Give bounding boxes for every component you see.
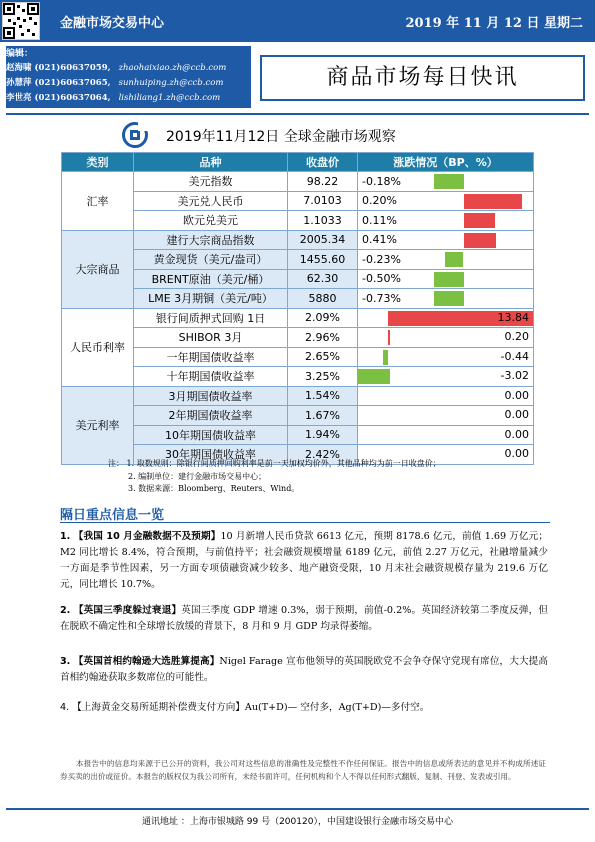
news-body: Au(T+D)— 空付多，Ag(T+D)—多付空。	[244, 702, 430, 713]
editor-name: 赵海啸	[6, 63, 32, 73]
qr-code-icon	[2, 2, 40, 40]
change-value: 13.84	[497, 310, 529, 324]
col-header-close: 收盘价	[288, 153, 358, 172]
change-value: -0.50%	[358, 269, 434, 289]
change-value: -0.73%	[358, 289, 434, 309]
change-bar-cell	[434, 230, 534, 250]
note-text: 2. 编制单位：建行金融市场交易中心；	[128, 471, 267, 481]
close-value: 1.54%	[288, 386, 358, 406]
editor-email[interactable]: sunhuiping.zh@ccb.com	[118, 78, 224, 88]
change-value: -3.02	[500, 369, 529, 382]
change-bar	[383, 350, 388, 365]
change-value: -0.23%	[358, 250, 434, 270]
change-bar	[445, 252, 463, 267]
close-value: 1.67%	[288, 406, 358, 426]
table-row	[62, 386, 534, 406]
change-bar-cell	[434, 289, 534, 309]
note-row	[108, 483, 441, 496]
change-bar-cell	[358, 367, 534, 387]
instrument-name: 建行大宗商品指数	[134, 230, 288, 250]
category-cell: 美元利率	[62, 386, 134, 464]
news-item	[60, 654, 548, 686]
instrument-name: 欧元兑美元	[134, 211, 288, 231]
category-cell: 汇率	[62, 172, 134, 231]
change-bar-cell	[358, 406, 534, 426]
market-table-body	[62, 172, 534, 465]
header-org: 金融市场交易中心	[60, 16, 165, 31]
editor-row	[6, 61, 226, 73]
close-value: 1.94%	[288, 425, 358, 445]
change-bar	[434, 291, 464, 306]
instrument-name: 30年期国债收益率	[134, 445, 288, 465]
change-value: 0.00	[504, 408, 529, 421]
header-divider	[6, 113, 589, 115]
news-headline: 1. 【我国 10 月金融数据不及预期】	[60, 531, 221, 542]
close-value: 2.96%	[288, 328, 358, 348]
news-item	[60, 700, 548, 716]
change-value: 0.20%	[358, 191, 434, 211]
change-bar-cell	[358, 425, 534, 445]
close-value: 5880	[288, 289, 358, 309]
change-value: -0.44	[500, 349, 529, 363]
instrument-name: 10年期国债收益率	[134, 425, 288, 445]
note-row	[108, 471, 441, 484]
change-bar	[464, 213, 496, 228]
change-bar-cell	[434, 172, 534, 192]
editor-phone: (021)60637059,	[34, 63, 111, 73]
table-row	[62, 308, 534, 328]
news-headline: 2. 【英国三季度躲过衰退】	[60, 605, 182, 616]
sub-title: 2019年11月12日 全球金融市场观察	[166, 129, 396, 145]
instrument-name: 美元指数	[134, 172, 288, 192]
category-cell: 人民币利率	[62, 308, 134, 386]
instrument-name: 黄金现货（美元/盎司）	[134, 250, 288, 270]
section-divider	[60, 522, 550, 523]
instrument-name: 一年期国债收益率	[134, 347, 288, 367]
instrument-name: 银行间质押式回购 1日	[134, 308, 288, 328]
editors-label: 编辑：	[6, 49, 34, 59]
change-bar-cell	[434, 191, 534, 211]
instrument-name: 3月期国债收益率	[134, 386, 288, 406]
table-row	[62, 230, 534, 250]
col-header-change: 涨跌情况（BP、%）	[358, 153, 534, 172]
news-headline: 4. 【上海黄金交易所延期补偿费支付方向】	[60, 702, 245, 713]
change-value: 0.00	[504, 388, 529, 402]
close-value: 7.0103	[288, 191, 358, 211]
change-bar	[464, 194, 522, 209]
instrument-name: 十年期国债收益率	[134, 367, 288, 387]
close-value: 2.65%	[288, 347, 358, 367]
change-bar-cell	[358, 386, 534, 406]
note-text: 3. 数据来源：Bloomberg、Reuters、Wind。	[128, 484, 300, 493]
table-header-row	[62, 153, 534, 172]
change-value: -0.18%	[358, 172, 434, 192]
col-header-category: 类别	[62, 153, 134, 172]
change-bar-cell	[358, 308, 534, 328]
footer-address: 通讯地址 ：上海市银城路 99 号（200120），中国建设银行金融市场交易中心	[142, 817, 453, 827]
change-value: 0.00	[504, 427, 529, 441]
close-value: 3.25%	[288, 367, 358, 387]
change-bar-cell	[358, 347, 534, 367]
report-title: 商品市场每日快讯	[260, 55, 585, 101]
news-body: Nigel Farage 宣布他领导的英国脱欧党不会争夺保守党现有席位，大大提高首相约翰逊获取多数席位的可能性。	[60, 656, 548, 683]
editor-name: 李世亮	[6, 93, 32, 103]
change-bar-cell	[434, 250, 534, 270]
news-headline: 3. 【英国首相约翰逊大选胜算提高】	[60, 656, 220, 667]
instrument-name: BRENT原油（美元/桶）	[134, 269, 288, 289]
editor-phone: (021)60637064,	[34, 93, 111, 103]
editor-name: 孙慧萍	[6, 78, 32, 88]
market-table	[61, 152, 534, 465]
close-value: 62.30	[288, 269, 358, 289]
ccb-logo-icon	[122, 122, 148, 148]
notes-block	[108, 458, 441, 496]
editor-row	[6, 91, 220, 103]
editor-email[interactable]: zhaohaixiao.zh@ccb.com	[118, 63, 227, 73]
change-value: 0.41%	[358, 230, 434, 250]
change-value: 0.20	[504, 330, 529, 343]
close-value: 98.22	[288, 172, 358, 192]
change-bar	[388, 330, 390, 345]
news-body: 10 月新增人民币贷款 6613 亿元，预期 8178.6 亿元，前值 1.69 万亿元；M2 同比增长 8.4%，符合预期，与前值持平；社会融资规模增量 6189 亿元，前值 2.27 万亿元，社融增量减少一方面是季节性因素，另一方面专项债融资减少较多、地产融资受限，10 月末社会融资规模存量为 219.6 万亿元，同比增长 10.7%。	[60, 531, 548, 590]
instrument-name: 2年期国债收益率	[134, 406, 288, 426]
news-item	[60, 603, 548, 635]
change-value: 0.11%	[358, 211, 434, 231]
close-value: 2.09%	[288, 308, 358, 328]
close-value: 2005.34	[288, 230, 358, 250]
section-title: 隔日重点信息一览	[60, 508, 165, 523]
disclaimer: 本报告中的信息均来源于已公开的资料，我公司对这些信息的准确性及完整性不作任何保证。报告中的信息或所表达的意见并不构成所述证券买卖的出价或征价。本报告的版权仅为我公司所有，未经书面许可，任何机构和个人不得以任何形式翻版、复制、刊登、发表或引用。	[60, 759, 546, 781]
change-value: 0.00	[504, 447, 529, 460]
editor-phone: (021)60637065,	[34, 78, 111, 88]
note-text: 1. 取数规则：除银行间质押回购利率是前一天加权均价外，其他品种均为前一日收盘价；	[126, 459, 441, 468]
change-bar	[464, 233, 497, 248]
table-row	[62, 172, 534, 192]
close-value: 1455.60	[288, 250, 358, 270]
instrument-name: SHIBOR 3月	[134, 328, 288, 348]
change-bar-cell	[434, 211, 534, 231]
category-cell: 大宗商品	[62, 230, 134, 308]
change-bar-cell	[358, 328, 534, 348]
header-date: 2019 年 11 月 12 日 星期二	[405, 16, 583, 31]
news-item	[60, 529, 548, 593]
instrument-name: 美元兑人民币	[134, 191, 288, 211]
change-bar-cell	[434, 269, 534, 289]
close-value: 2.42%	[288, 445, 358, 465]
instrument-name: LME 3月期铜（美元/吨）	[134, 289, 288, 309]
note-row	[108, 458, 441, 471]
col-header-name: 品种	[134, 153, 288, 172]
change-bar	[434, 272, 464, 287]
notes-label: 注：	[108, 459, 124, 468]
editors-block	[6, 46, 251, 108]
change-bar	[358, 369, 390, 384]
footer-divider	[6, 808, 589, 810]
change-bar	[434, 174, 464, 189]
editor-email[interactable]: lishiliang1.zh@ccb.com	[118, 93, 221, 103]
editor-row	[6, 76, 223, 88]
news-body: 英国三季度 GDP 增速 0.3%，弱于预期，前值-0.2%。英国经济较第二季度反弹，但在脱欧不确定性和全球增长放缓的背景下，8 月和 9 月 GDP 均录得萎缩。	[60, 605, 548, 632]
close-value: 1.1033	[288, 211, 358, 231]
